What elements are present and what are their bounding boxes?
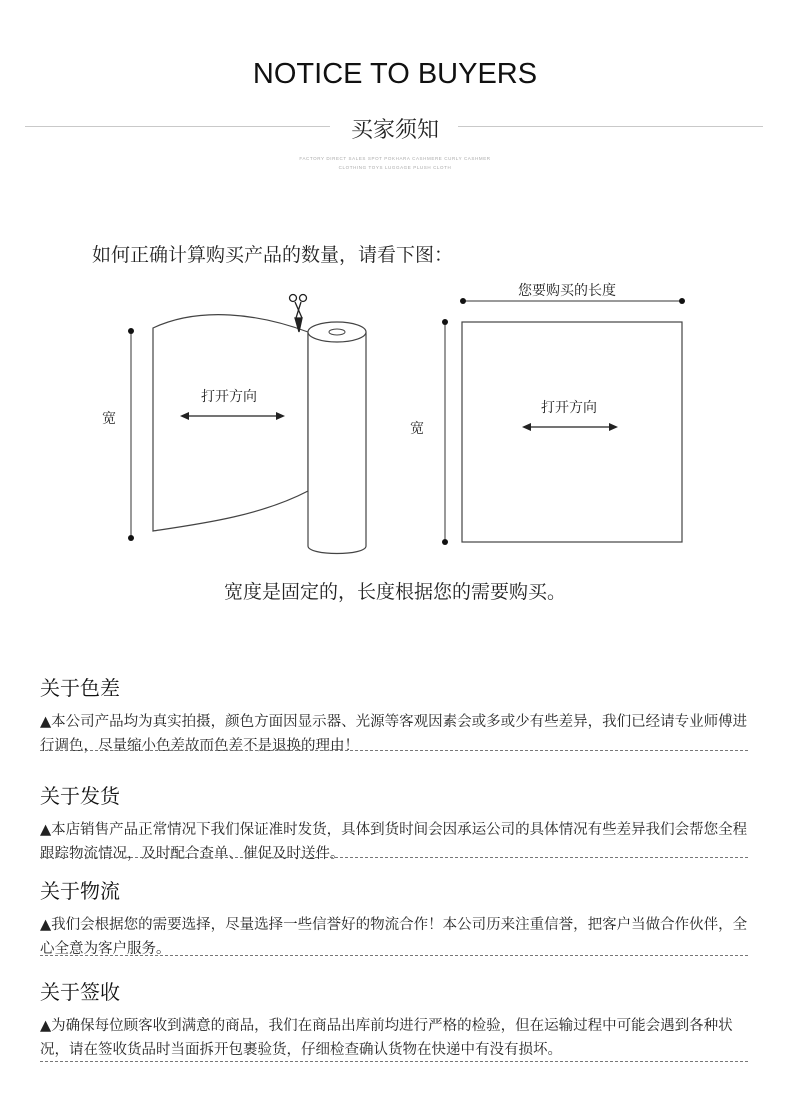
fabric-rectangle xyxy=(462,322,682,542)
fabric-length-diagram xyxy=(430,290,700,555)
subtitle-text: 买家须知 xyxy=(337,118,453,143)
width-dimension-dot-bottom xyxy=(128,535,134,541)
roll-body xyxy=(308,332,366,554)
section-divider xyxy=(40,750,748,751)
length-dimension-dot-left xyxy=(460,298,466,304)
width-dimension-dot-top xyxy=(128,328,134,334)
section-heading: 关于物流 xyxy=(40,879,120,903)
section-body: ▲本店销售产品正常情况下我们保证准时发货，具体到货时间会因承运公司的具体情况有些差异我们会帮您全程跟踪物流情况，及时配合查单、催促及时送件。 xyxy=(40,822,748,862)
left-direction-label: 打开方向 xyxy=(201,389,257,405)
section-logistics xyxy=(40,875,748,961)
fabric-sheet xyxy=(153,315,308,531)
width-dimension-dot-top xyxy=(442,319,448,325)
section-color-difference xyxy=(40,672,748,758)
section-heading: 关于发货 xyxy=(40,784,120,808)
length-dimension-dot-right xyxy=(679,298,685,304)
section-body: ▲我们会根据您的需要选择，尽量选择一些信誉好的物流合作！本公司历来注重信誉，把客户当做合作伙伴，全心全意为客户服务。 xyxy=(40,917,748,957)
fabric-roll-diagram xyxy=(90,286,390,566)
right-direction-label: 打开方向 xyxy=(541,400,597,416)
section-body: ▲为确保每位顾客收到满意的商品，我们在商品出库前均进行严格的检验，但在运输过程中可能会遇到各种状况，请在签收货品时当面拆开包裹验货，仔细检查确认货物在快递中有没有损坏。 xyxy=(40,1018,733,1058)
section-body: ▲本公司产品均为真实拍摄，颜色方面因显示器、光源等客观因素会或多或少有些差异，我们已经请专业师傅进行调色，尽量缩小色差故而色差不是退换的理由！ xyxy=(40,714,748,754)
page-subtitle xyxy=(0,113,790,144)
section-divider xyxy=(40,1061,748,1062)
left-width-label: 宽 xyxy=(102,411,116,427)
section-receipt xyxy=(40,976,748,1062)
question-text: 如何正确计算购买产品的数量，请看下图： xyxy=(92,244,454,266)
section-divider xyxy=(40,857,748,858)
diagram-caption: 宽度是固定的，长度根据您的需要购买。 xyxy=(223,581,566,603)
right-length-label: 您要购买的长度 xyxy=(518,283,616,299)
section-shipping xyxy=(40,780,748,866)
section-divider xyxy=(40,955,748,956)
section-heading: 关于色差 xyxy=(40,676,120,700)
tagline-line-2: CLOTHING TOYS LUGGAGE PLUSH CLOTH xyxy=(338,165,452,170)
roll-core xyxy=(329,329,345,335)
tagline-line-1: FACTORY DIRECT SALES SPOT POKHARA CASHMERE CURLY CASHMER xyxy=(299,156,491,161)
page-title: NOTICE TO BUYERS xyxy=(252,58,538,90)
right-width-label: 宽 xyxy=(410,421,424,437)
width-dimension-dot-bottom xyxy=(442,539,448,545)
section-heading: 关于签收 xyxy=(40,980,120,1004)
